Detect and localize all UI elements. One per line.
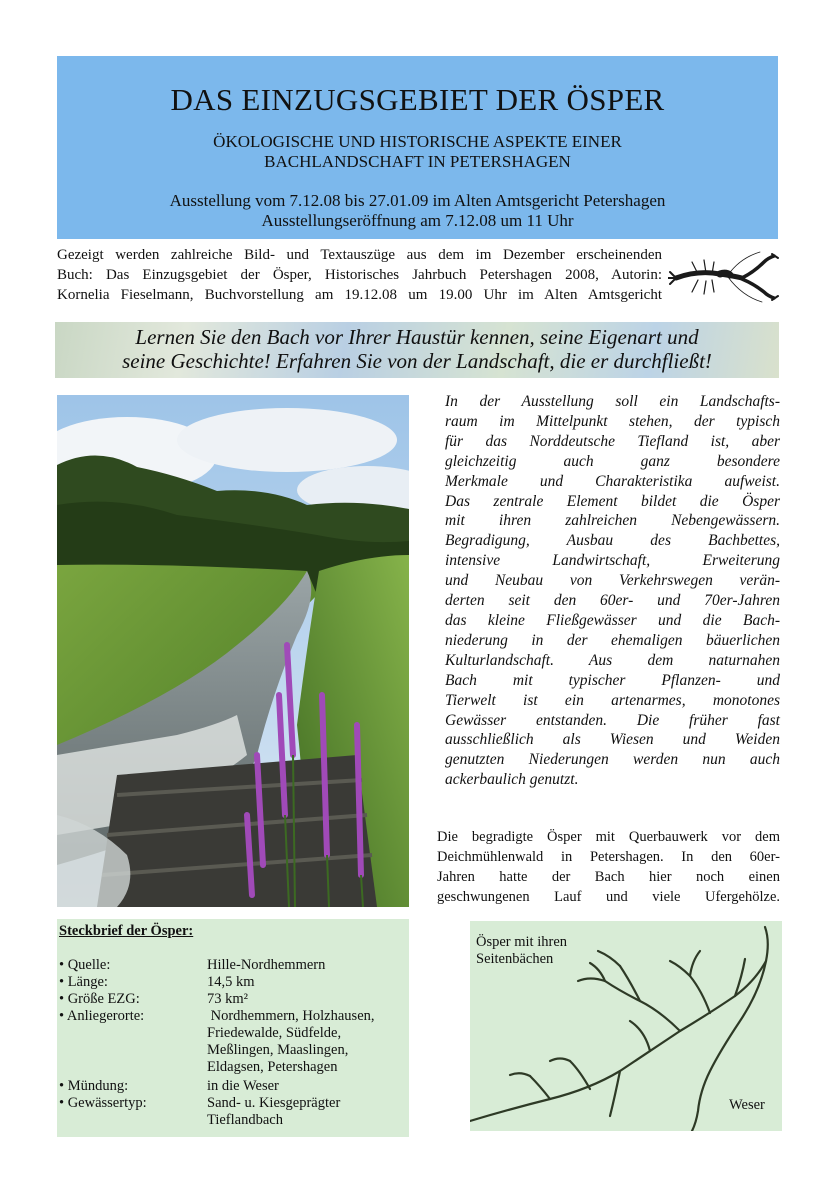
story-line: Bach mit typischer Pflanzen- und [445, 671, 780, 689]
fact-row-source [59, 957, 325, 974]
fact-key: • Quelle: [59, 957, 111, 973]
story-line: Begradigung, Ausbau des Bachbettes, [445, 532, 780, 550]
exhibition-line-1: Ausstellung vom 7.12.08 bis 27.01.09 im Alten Amtsgericht Petershagen [169, 191, 666, 210]
fact-row-mouth [59, 1078, 279, 1095]
header-panel [57, 56, 778, 239]
intro-line-1: Gezeigt werden zahlreiche Bild- und Textauszüge aus dem im Dezember erscheinenden [57, 247, 662, 263]
story-line: ausschließlich als Wiesen und Weiden [445, 731, 780, 749]
story-line: mit ihren zahlreichen Nebengewässern. [445, 512, 780, 530]
fact-sheet [57, 919, 409, 1137]
page-title: DAS EINZUGSGEBIET DER ÖSPER [170, 82, 665, 117]
story-line: intensive Landwirtschaft, Erweiterung [445, 552, 780, 570]
intro-line-2: Buch: Das Einzugsgebiet der Ösper, Historisches Jahrbuch Petershagen 2008, Autorin: [57, 267, 662, 283]
fact-key: • Gewässertyp: [59, 1095, 147, 1111]
story-line: Das zentrale Element bildet die Ösper [445, 492, 780, 510]
story-line: Kulturlandschaft. Aus dem naturnahen [445, 651, 780, 669]
fact-key: • Anliegerorte: [59, 1008, 145, 1024]
fact-value-line: Eldagsen, Petershagen [207, 1059, 338, 1075]
story-line: Gewässer entstanden. Die früher fast [445, 711, 780, 729]
fact-value [207, 1095, 340, 1129]
photo-caption [437, 827, 780, 907]
fact-row-length [59, 974, 255, 991]
fact-value: 14,5 km [207, 974, 255, 990]
fact-key: • Größe EZG: [59, 991, 140, 1007]
map-title-line-1: Ösper mit ihren [476, 934, 568, 950]
story-line: In der Ausstellung soll ein Landschafts- [445, 393, 780, 410]
exhibition-description [445, 392, 780, 790]
weser-label: Weser [729, 1097, 765, 1113]
caption-line: Die begradigte Ösper mit Querbauwerk vor dem [437, 829, 780, 845]
fact-value: Hille-Nordhemmern [207, 957, 326, 973]
stream-photo [57, 395, 409, 907]
story-line: das kleine Fließgewässer und die Bach- [445, 611, 780, 629]
fact-value: in die Weser [207, 1078, 279, 1094]
story-line: ackerbaulich genutzt. [445, 771, 579, 789]
fact-value-line: Nordhemmern, Holzhausen, [207, 1008, 375, 1024]
exhibition-dates [57, 191, 778, 231]
subtitle-line-1: ÖKOLOGISCHE UND HISTORISCHE ASPEKTE EINER [213, 132, 622, 151]
intro-text [57, 245, 662, 305]
story-line: derten seit den 60er- und 70er-Jahren [445, 592, 780, 610]
stream-map [470, 921, 782, 1131]
caption-line: Deichmühlenwald in Petershagen. In den 60er- [437, 849, 780, 865]
banner [55, 322, 779, 378]
crayfish-illustration [668, 248, 780, 304]
banner-line-1: Lernen Sie den Bach vor Ihrer Haustür kennen, seine Eigenart und [135, 325, 699, 349]
story-line: raum im Mittelpunkt stehen, der typisch [445, 412, 780, 430]
story-line: Merkmale und Charakteristika aufweist. [445, 472, 780, 490]
subtitle-line-2: BACHLANDSCHAFT IN PETERSHAGEN [264, 152, 571, 171]
fact-value [207, 1008, 375, 1076]
fact-row-area [59, 991, 248, 1008]
fact-value-line: Tieflandbach [207, 1112, 283, 1128]
fact-row-villages [59, 1008, 375, 1076]
caption-line: geschwungenen Lauf und viele Ufergehölze. [437, 889, 780, 905]
exhibition-line-2: Ausstellungseröffnung am 7.12.08 um 11 Uhr [261, 211, 574, 230]
fact-value-line: Friedewalde, Südfelde, [207, 1025, 342, 1041]
story-line: niederung in der ehemaligen bäuerlichen [445, 631, 780, 649]
fact-value: 73 km² [207, 991, 249, 1007]
fact-sheet-title: Steckbrief der Ösper: [59, 923, 194, 939]
fact-value-line: Sand- u. Kiesgeprägter [207, 1095, 341, 1111]
intro-line-3: Kornelia Fieselmann, Buchvorstellung am 19.12.08 um 19.00 Uhr im Alten Amtsgericht [57, 287, 662, 303]
fact-key: • Länge: [59, 974, 108, 990]
story-line: gleichzeitig auch ganz besondere [445, 452, 780, 470]
story-line: für das Norddeutsche Tiefland ist, aber [445, 432, 780, 450]
fact-key: • Mündung: [59, 1078, 129, 1094]
map-title-line-2: Seitenbächen [476, 951, 554, 967]
story-line: und Neubau von Verkehrswegen verän- [445, 572, 780, 590]
map-title [476, 934, 567, 968]
fact-row-type [59, 1095, 340, 1129]
story-line: genutzten Niederungen werden nun auch [445, 751, 780, 769]
banner-line-2: seine Geschichte! Erfahren Sie von der Landschaft, die er durchfließt! [122, 349, 712, 373]
subtitle [57, 132, 778, 172]
story-line: Tierwelt ist ein artenarmes, monotones [445, 691, 780, 709]
caption-line: Jahren hatte der Bach hier noch einen [437, 869, 780, 885]
fact-value-line: Meßlingen, Maaslingen, [207, 1042, 349, 1058]
